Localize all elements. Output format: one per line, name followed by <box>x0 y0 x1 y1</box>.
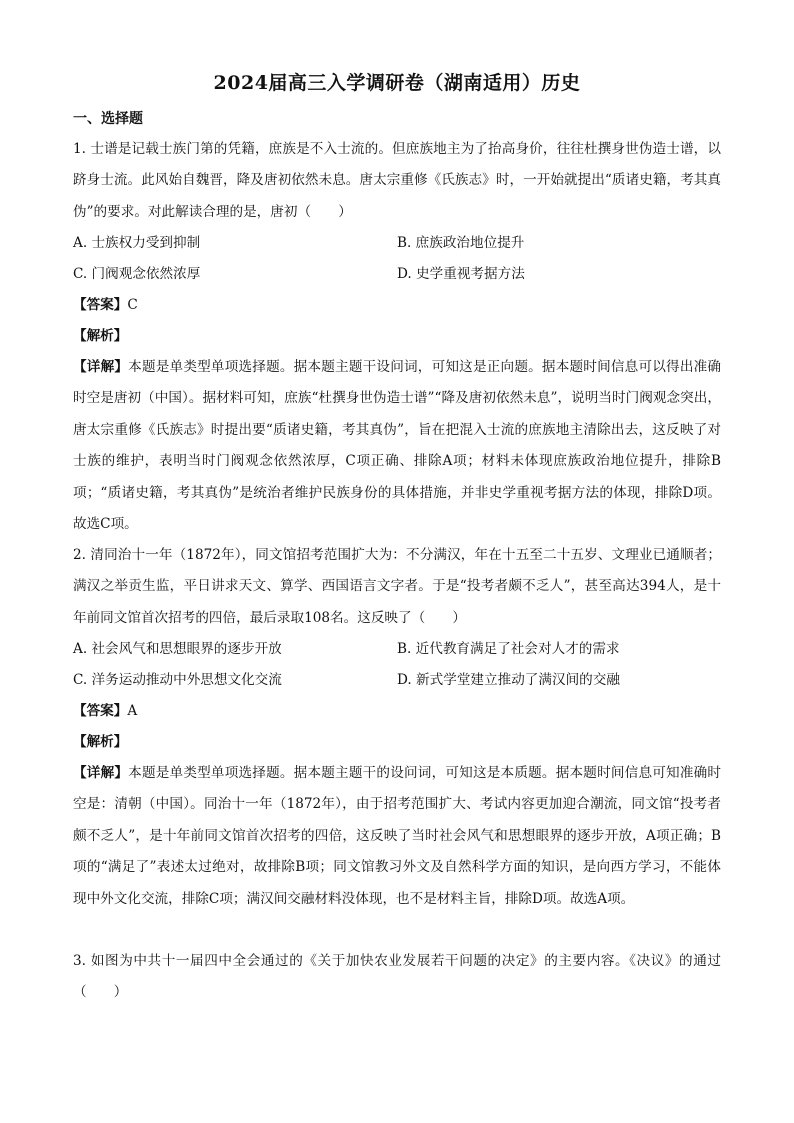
answer-label: 【答案】 <box>73 703 128 719</box>
page-title: 2024届高三入学调研卷（湖南适用）历史 <box>213 72 581 94</box>
question-2-analysis-label: 【解析】 <box>73 734 128 750</box>
question-1-detail <box>73 352 721 540</box>
question-1-options <box>73 228 721 291</box>
answer-value: A <box>127 703 138 719</box>
question-2-stem: 2. 清同治十一年（1872年），同文馆招考范围扩大为：不分满汉，年在十五至二十五岁、文理业已通顺者；满汉之举贡生监，平日讲求天文、算学、西国语言文字者。于是“投考者颇不乏人”，甚至高达394人，是十年前同文馆首次招考的四倍，最后录取108名。这反映了（ ） <box>73 547 721 626</box>
option-row <box>73 634 721 665</box>
option-b: B. 庶族政治地位提升 <box>397 235 525 251</box>
option-c: C. 洋务运动推动中外思想文化交流 <box>73 672 282 689</box>
question-2-detail <box>73 758 721 915</box>
detail-text: 本题是单类型单项选择题。据本题主题干设问词，可知这是正向题。据本题时间信息可以得出准确时空是唐初（中国）。据材料可知，庶族“杜撰身世伪造士谱”“降及唐初依然未息”，说明当时门阀观念突出，唐太宗重修《氏族志》时提出要“质诸史籍，考其真伪”，旨在把混入士流的庶族地主清除出去，这反映了对士族的维护，表明当时门阀观念依然浓厚，C项正确、排除A项；材料未体现庶族政治地位提升，排除B项；“质诸史籍，考其真伪”是统治者维护民族身份的具体措施，并非史学重视考据方法的体现，排除D项。故选C项。 <box>73 359 722 533</box>
question-2-options <box>73 634 721 697</box>
option-a: A. 社会风气和思想眼界的逐步开放 <box>73 641 282 657</box>
option-c: C. 门阀观念依然浓厚 <box>73 266 201 283</box>
answer-label: 【答案】 <box>73 297 128 313</box>
question-1-answer <box>73 290 138 321</box>
option-a: A. 士族权力受到抑制 <box>73 235 201 251</box>
question-1-analysis-label: 【解析】 <box>73 328 128 344</box>
answer-value: C <box>127 297 138 313</box>
option-row <box>73 228 721 259</box>
option-row <box>73 259 721 290</box>
detail-label: 【详解】 <box>73 359 129 375</box>
detail-text: 本题是单类型单项选择题。据本题主题干的设问词，可知这是本质题。据本题时间信息可知准确时空是：清朝（中国）。同治十一年（1872年），由于招考范围扩大、考试内容更加迎合潮流，同文馆“投考者颇不乏人”，是十年前同文馆首次招考的四倍，这反映了当时社会风气和思想眼界的逐步开放，A项正确；B项的“满足了”表述太过绝对，故排除B项；同文馆教习外文及自然科学方面的知识，是向西方学习，不能体现中外文化交流，排除C项；满汉间交融材料没体现，也不是材料主旨，排除D项。故选A项。 <box>73 765 722 907</box>
detail-label: 【详解】 <box>73 765 129 781</box>
option-d: D. 史学重视考据方法 <box>397 266 525 283</box>
option-row <box>73 665 721 696</box>
section-heading: 一、选择题 <box>73 111 143 127</box>
option-d: D. 新式学堂建立推动了满汉间的交融 <box>397 672 620 689</box>
question-3-stem: 3. 如图为中共十一届四中全会通过的《关于加快农业发展若干问题的决定》的主要内容。《决议》的通过（ ） <box>73 953 721 1001</box>
option-b: B. 近代教育满足了社会对人才的需求 <box>397 641 620 657</box>
question-1-stem: 1. 士谱是记载士族门第的凭籍，庶族是不入士流的。但庶族地主为了抬高身价，往往杜撰身世伪造士谱，以跻身士流。此风始自魏晋，降及唐初依然未息。唐太宗重修《氏族志》时，一开始就提出“质诸史籍，考其真伪”的要求。对此解读合理的是，唐初（ ） <box>73 141 721 220</box>
question-2-answer <box>73 696 137 727</box>
